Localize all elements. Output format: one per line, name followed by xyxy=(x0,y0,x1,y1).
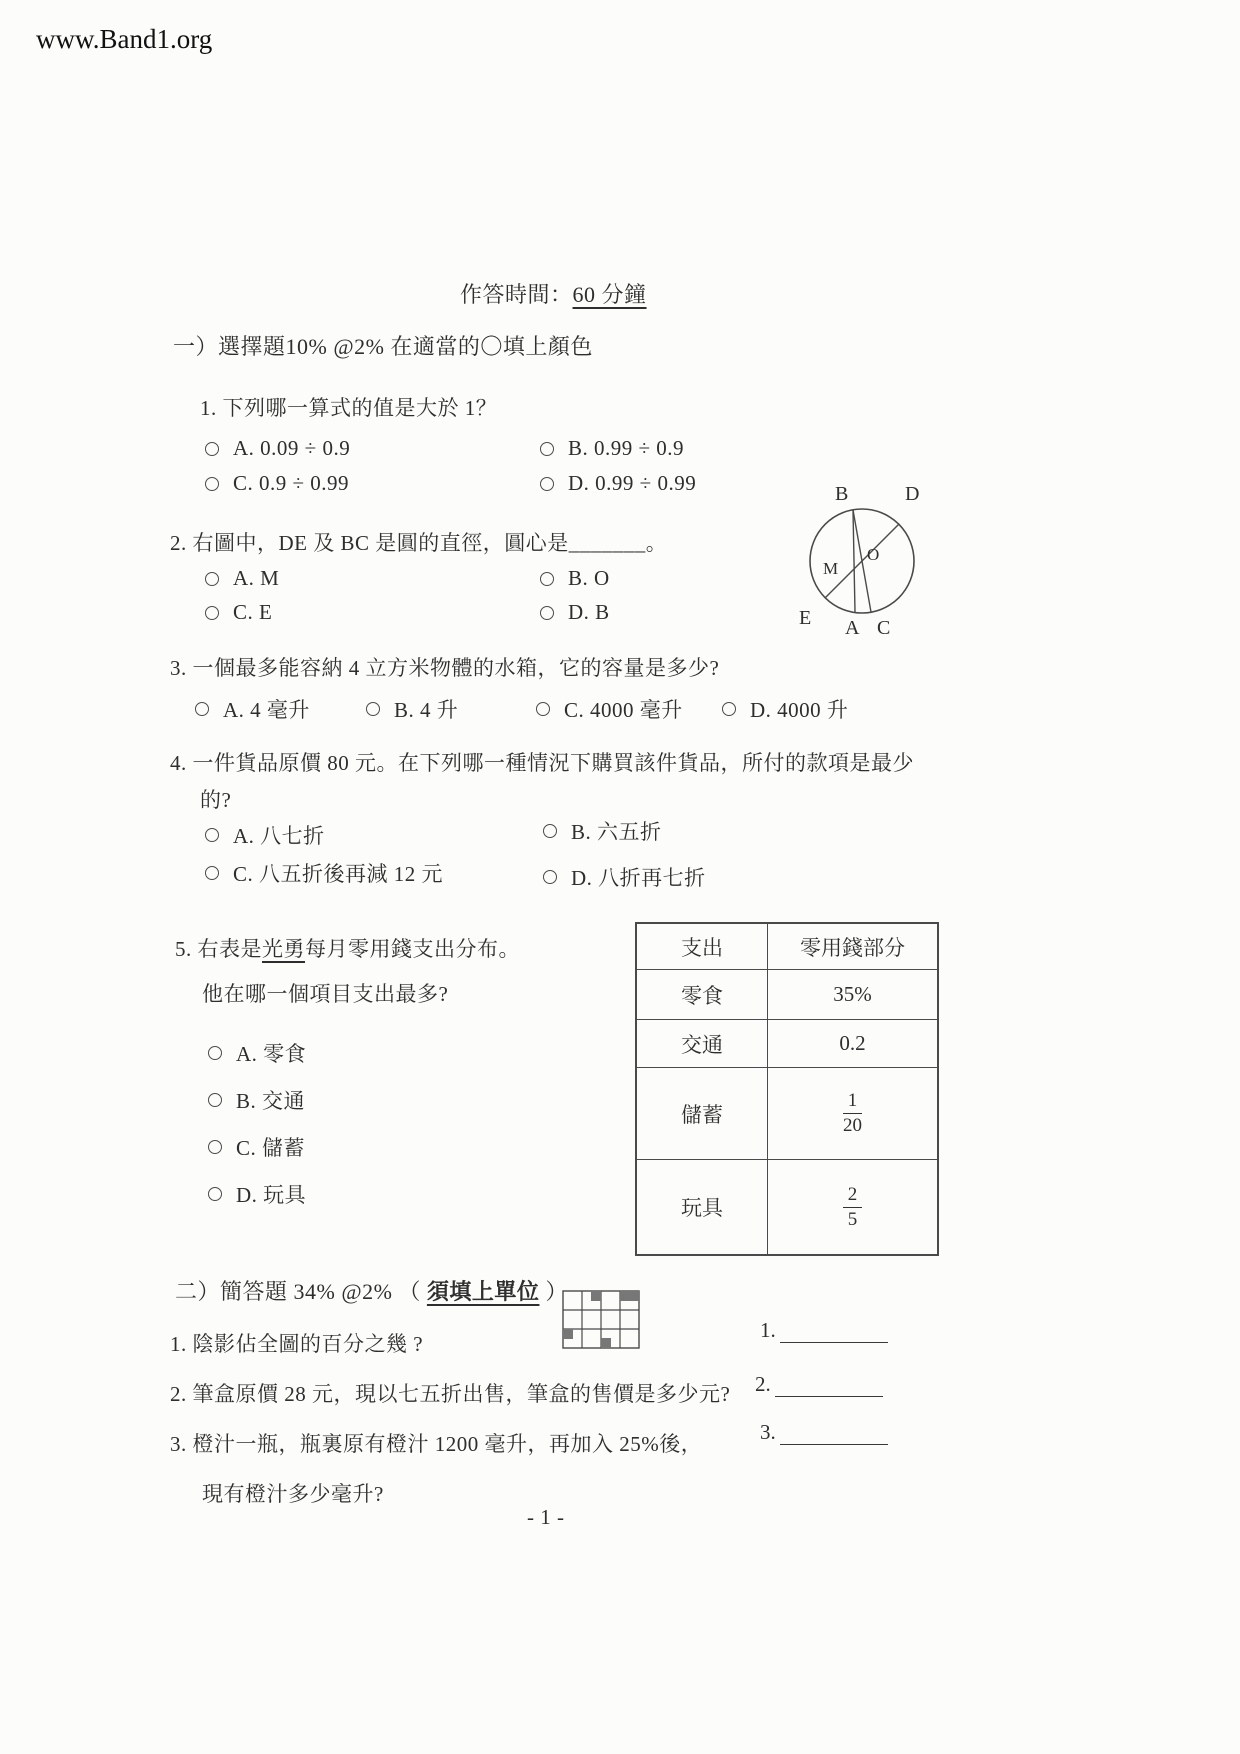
q5-text-suffix: 每月零用錢支出分布。 xyxy=(305,937,520,961)
circle-diagram xyxy=(795,478,930,643)
answer-number: 1. xyxy=(760,1318,776,1342)
table-row-item: 交通 xyxy=(637,1019,768,1067)
option-label: A. 零食 xyxy=(236,1042,307,1066)
fraction-numerator: 2 xyxy=(843,1184,863,1208)
q4-text-line2: 的? xyxy=(200,788,232,812)
answer-bubble xyxy=(205,442,219,456)
answer-number: 2. xyxy=(755,1372,771,1396)
time-allowed xyxy=(460,278,647,309)
option-label: D. B xyxy=(568,600,610,624)
q5-text-prefix: 5. 右表是 xyxy=(175,937,262,961)
table-row-item: 儲蓄 xyxy=(637,1067,768,1159)
option-label: B. 4 升 xyxy=(394,698,459,722)
answer-bubble xyxy=(543,824,557,838)
fraction xyxy=(843,1090,863,1137)
answer-bubble xyxy=(540,477,554,491)
q5-text-line2: 他在哪一個項目支出最多? xyxy=(202,982,449,1006)
option-label: B. 0.99 ÷ 0.9 xyxy=(568,436,685,460)
q2-option-a xyxy=(205,566,279,591)
time-label: 作答時間： xyxy=(460,282,573,307)
table-row-item: 玩具 xyxy=(637,1159,768,1254)
answer-bubble xyxy=(205,606,219,620)
q5-option-a xyxy=(208,1038,306,1068)
answer-bubble xyxy=(540,606,554,620)
option-label: A. 八七折 xyxy=(233,824,325,848)
answer-bubble xyxy=(205,572,219,586)
diagram-label-d: D xyxy=(905,483,920,505)
section2-heading xyxy=(175,1275,568,1306)
s2-q3-text-line2: 現有橙汁多少毫升? xyxy=(202,1482,384,1506)
answer-bubble xyxy=(208,1187,222,1201)
q5-option-d xyxy=(208,1179,306,1209)
diagram-label-a: A xyxy=(845,617,860,639)
answer-bubble xyxy=(195,702,209,716)
q1-option-a xyxy=(205,436,350,461)
q5-text-line1 xyxy=(175,933,520,963)
fraction-numerator: 1 xyxy=(843,1090,863,1114)
fraction-denominator: 20 xyxy=(843,1115,862,1136)
q3-option-b xyxy=(366,694,458,724)
answer-bubble xyxy=(543,870,557,884)
fraction-denominator: 5 xyxy=(847,1208,858,1230)
s2-q2-answer xyxy=(755,1372,883,1397)
answer-bubble xyxy=(205,866,219,880)
s2-q1-answer xyxy=(760,1318,888,1343)
q3-option-d xyxy=(722,694,848,724)
answer-bubble xyxy=(722,702,736,716)
answer-bubble xyxy=(208,1093,222,1107)
s2-q3-text-line1: 3. 橙汁一瓶，瓶裏原有橙汁 1200 毫升，再加入 25%後， xyxy=(170,1432,703,1456)
fraction xyxy=(843,1184,863,1231)
q4-text-line1: 4. 一件貨品原價 80 元。在下列哪一種情況下購買該件貨品，所付的款項是最少 xyxy=(170,751,914,775)
option-label: C. 八五折後再減 12 元 xyxy=(233,862,444,886)
section2-heading-prefix: 二）簡答題 34% @2% （ xyxy=(175,1279,427,1304)
answer-bubble xyxy=(366,702,380,716)
section1-heading: 一）選擇題10% @2% 在適當的〇填上顏色 xyxy=(173,334,593,359)
q5-option-b xyxy=(208,1085,305,1115)
answer-bubble xyxy=(208,1046,222,1060)
option-label: C. 0.9 ÷ 0.99 xyxy=(233,471,350,495)
q3-text: 3. 一個最多能容納 4 立方米物體的水箱，它的容量是多少? xyxy=(170,656,720,680)
answer-bubble xyxy=(540,572,554,586)
q1-option-c xyxy=(205,471,349,496)
s2-q3-answer xyxy=(760,1420,888,1445)
q1-option-d xyxy=(540,471,696,496)
diagram-label-e: E xyxy=(799,607,812,629)
option-label: A. M xyxy=(233,566,280,590)
option-label: D. 八折再七折 xyxy=(571,866,706,890)
q5-person-name: 光勇 xyxy=(262,937,305,961)
q4-option-c xyxy=(205,858,443,888)
diagram-label-c: C xyxy=(877,617,891,639)
q2-option-d xyxy=(540,600,610,625)
page-number: - 1 - xyxy=(527,1505,565,1529)
site-watermark: www.Band1.org xyxy=(36,24,213,54)
option-label: A. 0.09 ÷ 0.9 xyxy=(233,436,351,460)
answer-bubble xyxy=(208,1140,222,1154)
section2-heading-suffix: ） xyxy=(539,1279,568,1304)
answer-blank xyxy=(780,1424,888,1445)
q4-option-d xyxy=(543,862,706,892)
answer-bubble xyxy=(205,828,219,842)
table-row-value: 35% xyxy=(768,969,937,1019)
table-header-expense: 支出 xyxy=(637,924,768,969)
table-row-value xyxy=(768,1067,937,1159)
q2-option-b xyxy=(540,566,610,591)
q1-option-b xyxy=(540,436,684,461)
table-row-value xyxy=(768,1159,937,1254)
expense-table xyxy=(635,922,939,1256)
option-label: C. 4000 毫升 xyxy=(564,698,683,722)
diagram-label-b: B xyxy=(835,483,849,505)
answer-blank xyxy=(780,1322,888,1343)
option-label: D. 4000 升 xyxy=(750,698,849,722)
answer-bubble xyxy=(540,442,554,456)
option-label: C. E xyxy=(233,600,273,624)
option-label: D. 玩具 xyxy=(236,1183,307,1207)
q5-option-c xyxy=(208,1132,305,1162)
option-label: B. O xyxy=(568,566,610,590)
option-label: D. 0.99 ÷ 0.99 xyxy=(568,471,697,495)
q4-option-b xyxy=(543,816,662,846)
section2-heading-note: 須填上單位 xyxy=(426,1279,540,1304)
s2-q2-text: 2. 筆盒原價 28 元，現以七五折出售，筆盒的售價是多少元? xyxy=(170,1382,731,1406)
option-label: C. 儲蓄 xyxy=(236,1136,306,1160)
time-value: 60 分鐘 xyxy=(572,282,647,307)
diagram-label-m: M xyxy=(823,559,839,578)
answer-bubble xyxy=(205,477,219,491)
table-row-item: 零食 xyxy=(637,969,768,1019)
option-label: B. 六五折 xyxy=(571,820,662,844)
q3-option-c xyxy=(536,694,683,724)
answer-number: 3. xyxy=(760,1420,776,1444)
q2-text: 2. 右圖中，DE 及 BC 是圓的直徑，圓心是_______。 xyxy=(170,531,668,555)
q1-text: 1. 下列哪一算式的值是大於 1？ xyxy=(200,396,498,420)
table-header-portion: 零用錢部分 xyxy=(800,935,905,960)
answer-bubble xyxy=(536,702,550,716)
q4-option-a xyxy=(205,820,325,850)
option-label: A. 4 毫升 xyxy=(223,698,310,722)
table-row-value: 0.2 xyxy=(768,1019,937,1067)
s2-q1-text: 1. 陰影佔全圖的百分之幾 ? xyxy=(170,1332,424,1356)
diagram-label-o: O xyxy=(867,545,880,564)
option-label: B. 交通 xyxy=(236,1089,306,1113)
answer-blank xyxy=(775,1376,883,1397)
q3-option-a xyxy=(195,694,310,724)
shaded-grid-figure xyxy=(562,1290,642,1350)
q2-option-c xyxy=(205,600,272,625)
